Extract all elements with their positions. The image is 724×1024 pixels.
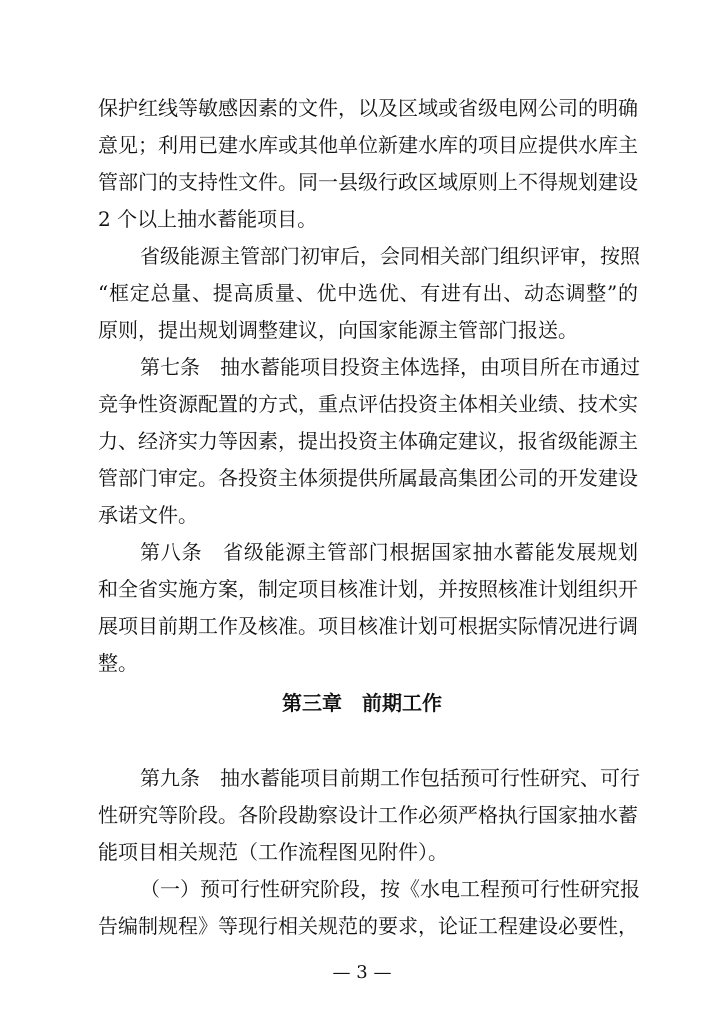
body-line: 竞争性资源配置的方式，重点评估投资主体相关业绩、技术实 [98, 392, 638, 416]
chapter-title: 前期工作 [362, 691, 442, 715]
article-7-line: 第七条 抽水蓄能项目投资主体选择，由项目所在市通过 [140, 355, 640, 379]
article-9-line: 第九条 抽水蓄能项目前期工作包括预可行性研究、可行 [140, 766, 640, 790]
body-line: 2 个以上抽水蓄能项目。 [98, 207, 318, 231]
body-line: 省级能源主管部门初审后，会同相关部门组织评审，按照 [140, 244, 640, 268]
body-line: （一）预可行性研究阶段，按《水电工程预可行性研究报 [140, 877, 640, 901]
body-line: 意见；利用已建水库或其他单位新建水库的项目应提供水库主 [98, 133, 638, 157]
chapter-heading [0, 690, 724, 716]
body-line: 整。 [98, 651, 138, 675]
body-line: 力、经济实力等因素，提出投资主体确定建议，报省级能源主 [98, 429, 638, 453]
body-line: 和全省实施方案，制定项目核准计划，并按照核准计划组织开 [98, 577, 638, 601]
chapter-number: 第三章 [282, 691, 342, 715]
body-line: 管部门审定。各投资主体须提供所属最高集团公司的开发建设 [98, 466, 638, 490]
body-line: 展项目前期工作及核准。项目核准计划可根据实际情况进行调 [98, 614, 638, 638]
body-line: 管部门的支持性文件。同一县级行政区域原则上不得规划建设 [98, 170, 638, 194]
article-8-line: 第八条 省级能源主管部门根据国家抽水蓄能发展规划 [140, 540, 638, 564]
body-line: “框定总量、提高质量、优中选优、有进有出、动态调整”的 [98, 281, 638, 305]
body-line: 性研究等阶段。各阶段勘察设计工作必须严格执行国家抽水蓄 [98, 803, 638, 827]
body-line: 承诺文件。 [98, 503, 198, 527]
body-line: 原则，提出规划调整建议，向国家能源主管部门报送。 [98, 318, 578, 342]
body-line: 保护红线等敏感因素的文件，以及区域或省级电网公司的明确 [98, 96, 638, 120]
body-line: 能项目相关规范（工作流程图见附件）。 [98, 840, 448, 864]
body-line: 告编制规程》等现行相关规范的要求，论证工程建设必要性， [98, 914, 638, 938]
page-number: — 3 — [332, 962, 392, 983]
